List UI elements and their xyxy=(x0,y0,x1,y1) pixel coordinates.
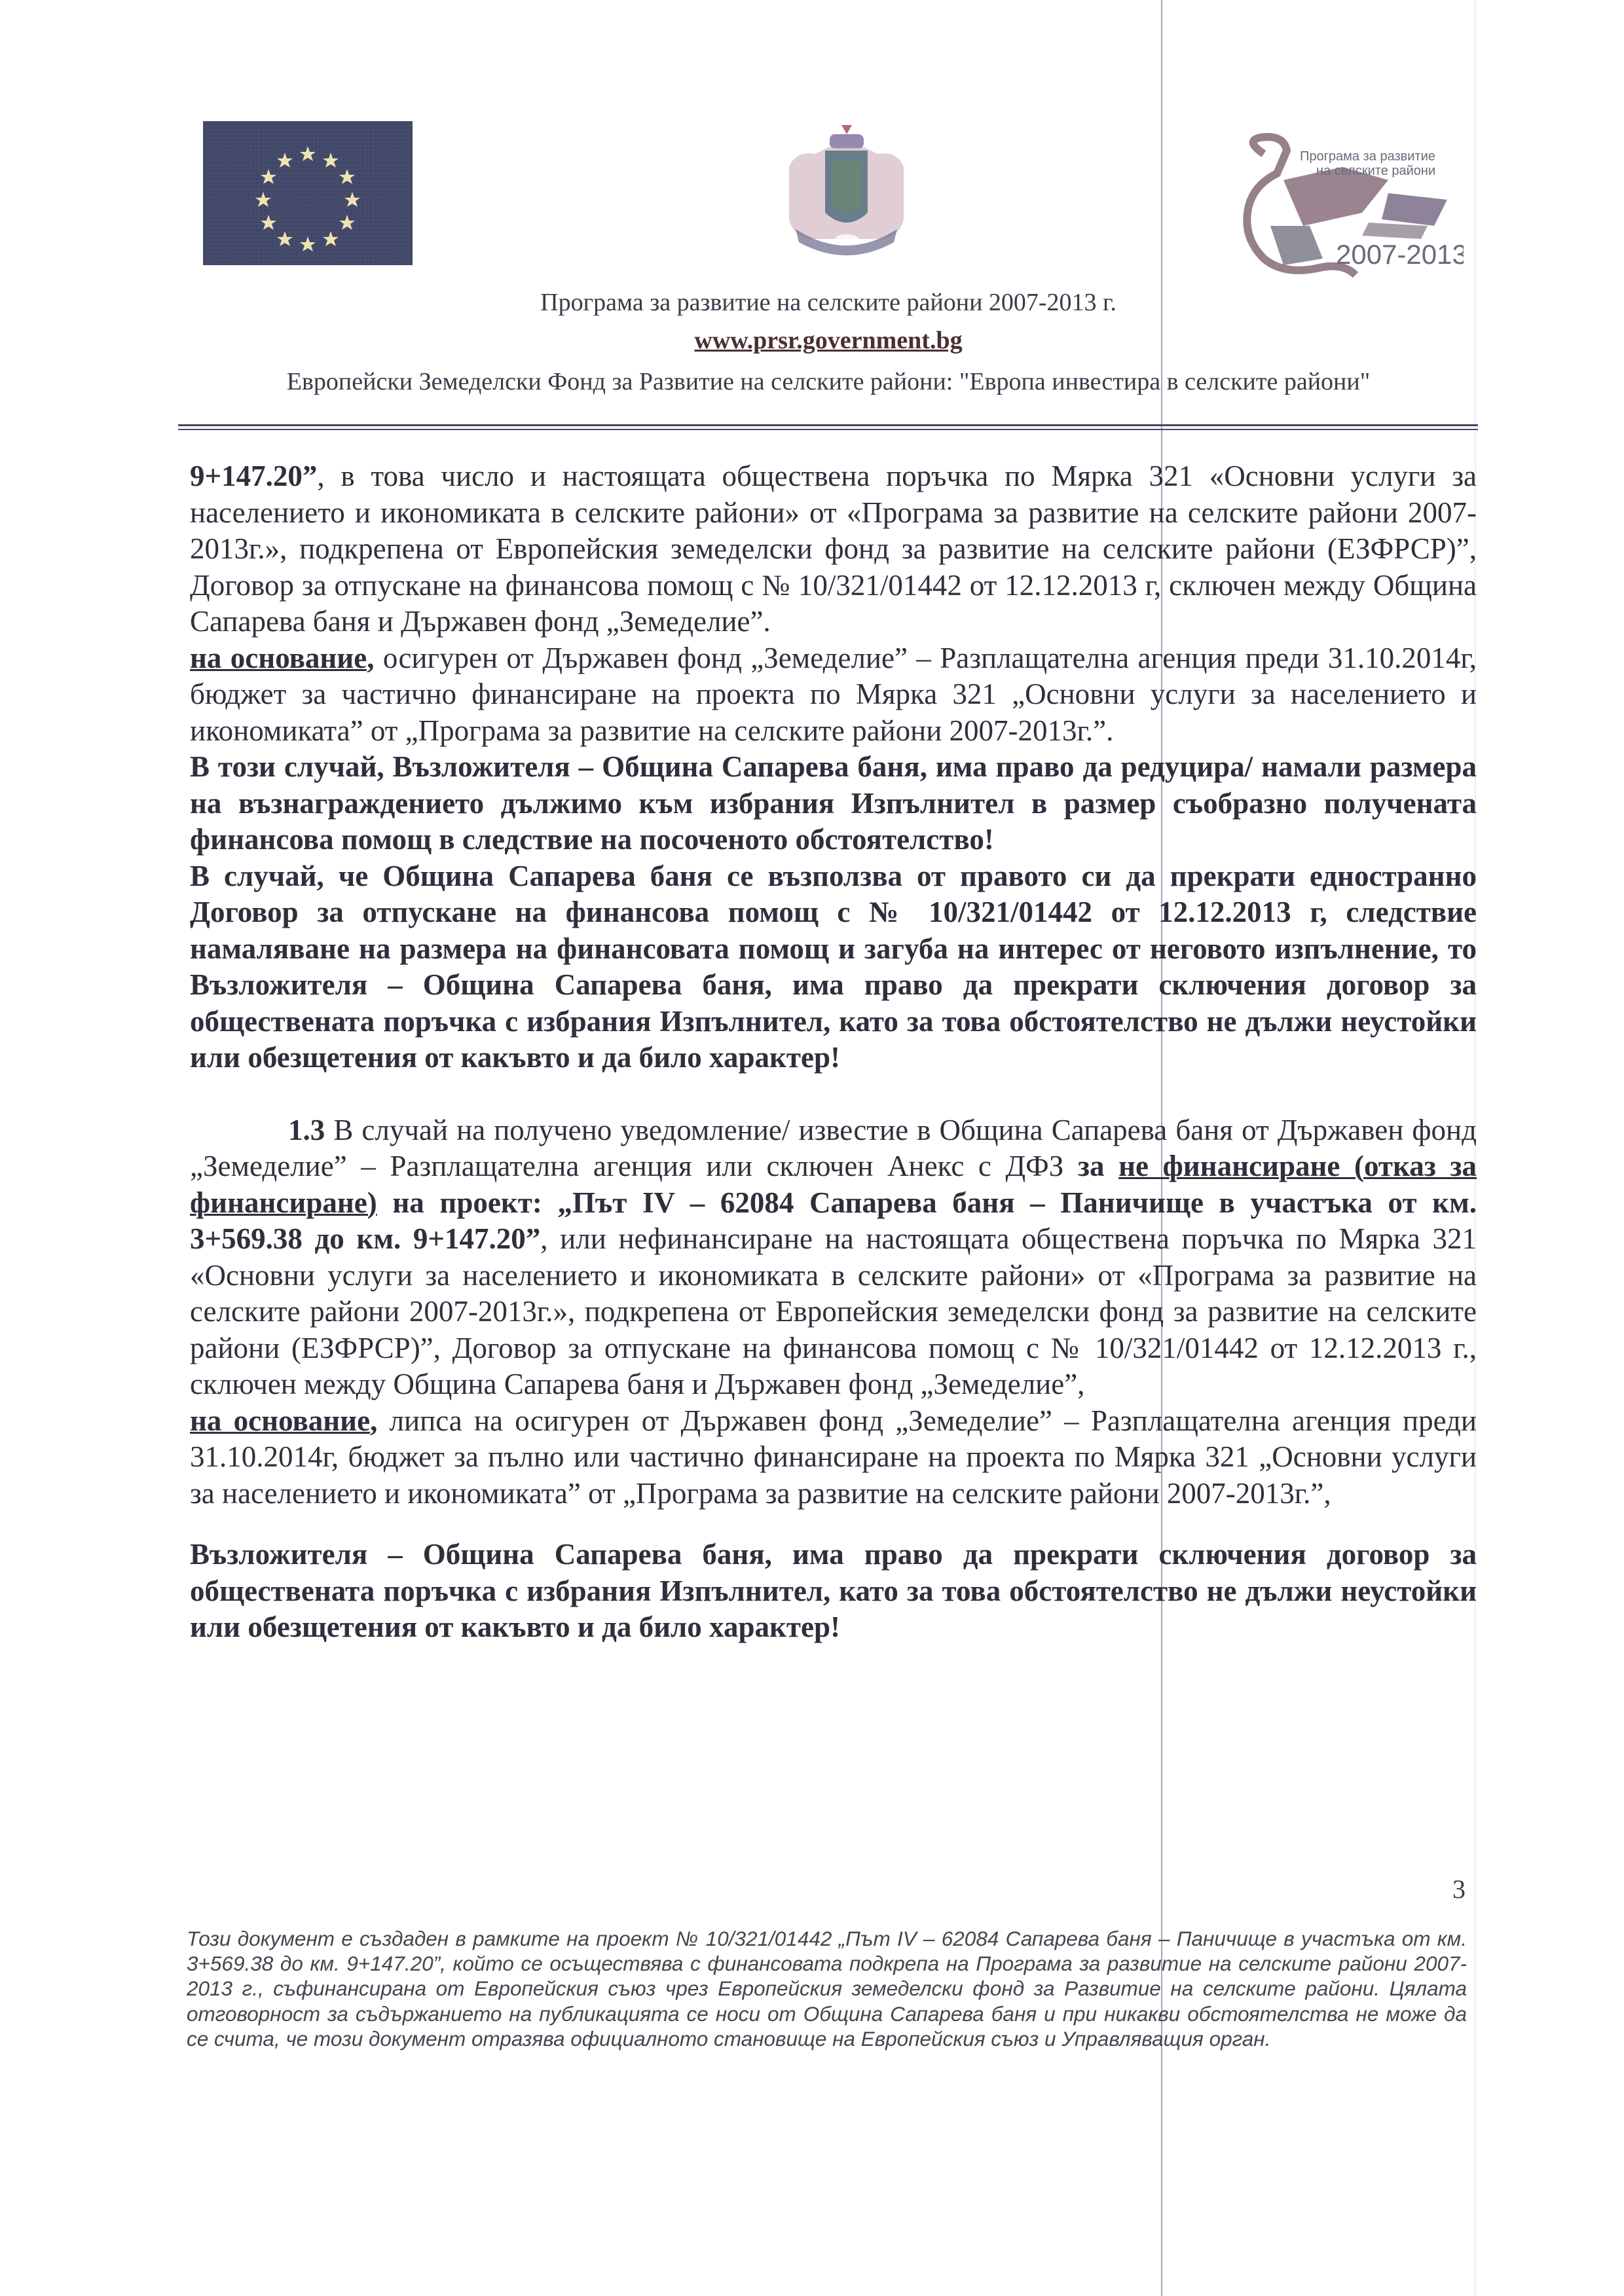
footer-disclaimer: Този документ е създаден в рамките на проект № 10/321/01442 „Път IV – 62084 Сапарева баня – Паничище в участъка от км. 3+569.38 до км. 9+147.20”, който се осъществява с финансовата подкрепа на Програма за развитие на селските райони 2007-2013 г., съфинансирана от Европейския съюз чрез Европейския земеделски фонд за Развитие на селските райони. Цялата отговорност за съдържанието на публикацията се носи от Община Сапарева баня и при никакви обстоятелства не може да се счита, че този документ отразява официалното становище на Европейския съюз и Управляващия орган. xyxy=(187,1927,1467,2050)
paragraph-2-lead: на основание, xyxy=(190,641,375,674)
header-title: Програма за развитие на селските райони 2007-2013 г. xyxy=(540,289,1116,316)
section-1-3-za: за xyxy=(1077,1150,1119,1182)
paragraph-gap xyxy=(190,1512,1477,1537)
section-1-3-project: на проект: „Път IV – 62084 Сапарева баня – Паничище в участъка от км. 3+569.38 до км. 9+147.20” xyxy=(190,1186,1477,1255)
paragraph-gap xyxy=(190,1076,1477,1112)
paragraph-1 xyxy=(190,458,1477,640)
section-1-3-text-a: В случай на получено уведомление/ известие в Община Сапарева баня от Държавен фонд „Земеделие” – Разплащателна агенция или сключен Анекс с ДФЗ xyxy=(190,1113,1477,1182)
bulgaria-coat-of-arms-icon xyxy=(769,121,923,262)
prsr-logo-text-1: Програма за развитие xyxy=(1300,149,1435,164)
paragraph-1-text: , в това число и настоящата обществена поръчка по Мярка 321 «Основни услуги за населението и икономиката в селските райони» от «Програма за развитие на селските райони 2007-2013г.», подкрепена от Европейския земеделски фонд за развитие на селските райони (ЕЗФРСР)”, Договор за отпускане на финансова помощ с № 10/321/01442 от 12.12.2013 г, сключен между Община Сапарева баня и Държавен фонд „Земеделие”. xyxy=(190,460,1477,638)
eu-flag-icon xyxy=(203,121,413,265)
paragraph-2-text: осигурен от Държавен фонд „Земеделие” – Разплащателна агенция преди 31.10.2014г, бюджет за частично финансиране на проекта по Мярка 321 „Основни услуги за населението и икономиката” от „Програма за развитие на селските райони 2007-2013г.”. xyxy=(190,641,1477,747)
eu-flag-graphic xyxy=(203,121,413,265)
document-body xyxy=(190,458,1477,1646)
prsr-logo-icon xyxy=(1225,128,1464,278)
section-1-3 xyxy=(190,1112,1477,1403)
paragraph-1-lead: 9+147.20” xyxy=(190,460,318,492)
header-divider xyxy=(178,424,1478,426)
header-fund-line: Европейски Земеделски Фонд за Развитие на селските райони: "Европа инвестира в селските райони" xyxy=(286,368,1371,395)
paragraph-3: В този случай, Възложителя – Община Сапарева баня, има право да редуцира/ намали размера на възнаграждението дължимо към избрания Изпълнител в размер съобразно получената финансова помощ в следствие на посоченото обстоятелство! xyxy=(190,750,1477,856)
header-url-text[interactable]: www.prsr.government.bg xyxy=(694,327,963,354)
section-1-3-not-financing: не финансиране (отказ за финансиране) xyxy=(190,1150,1477,1219)
paragraph-7: Възложителя – Община Сапарева баня, има право да прекрати сключения договор за обществената поръчка с избрания Изпълнител, като за това обстоятелство не дължи неустойки или обезщетения от какъвто и да било характер! xyxy=(190,1538,1477,1643)
prsr-logo-years: 2007-2013 xyxy=(1336,239,1464,270)
paragraph-6-lead: на основание, xyxy=(190,1404,378,1437)
coat-of-arms-graphic xyxy=(769,121,923,262)
page-number: 3 xyxy=(1452,1874,1466,1904)
header-divider-secondary xyxy=(178,429,1478,430)
prsr-logo-graphic xyxy=(1225,128,1464,278)
paragraph-6-text: липса на осигурен от Държавен фонд „Земеделие” – Разплащателна агенция преди 31.10.2014г, бюджет за пълно или частично финансиране на проекта по Мярка 321 „Основни услуги за населението и икономиката” от „Програма за развитие на селските райони 2007-2013г.”, xyxy=(190,1404,1477,1510)
paragraph-2 xyxy=(190,640,1477,750)
prsr-logo-text-2: на селските райони xyxy=(1316,164,1436,178)
header-url-link[interactable] xyxy=(177,326,1480,355)
section-1-3-number: 1.3 xyxy=(288,1113,325,1146)
section-1-3-text-b: , или нефинансиране на настоящата обществена поръчка по Мярка 321 «Основни услуги за населението и икономиката в селските райони» от «Програма за развитие на селските райони 2007-2013г.», подкрепена от Европейския земеделски фонд за развитие на селските райони (ЕЗФРСР)”, Договор за отпускане на финансова помощ с № 10/321/01442 от 12.12.2013 г., сключен между Община Сапарева баня и Държавен фонд „Земеделие”, xyxy=(190,1222,1477,1400)
paragraph-6 xyxy=(190,1403,1477,1512)
paragraph-4: В случай, че Община Сапарева баня се възползва от правото си да прекрати едностранно Договор за отпускане на финансова помощ с № 10/321/01442 от 12.12.2013 г, следствие намаляване на размера на финансовата помощ и загуба на интерес от неговото изпълнение, то Възложителя – Община Сапарева баня, има право да прекрати сключения договор за обществената поръчка с избрания Изпълнител, като за това обстоятелство не дължи неустойки или обезщетения от какъвто и да било характер! xyxy=(190,859,1477,1074)
